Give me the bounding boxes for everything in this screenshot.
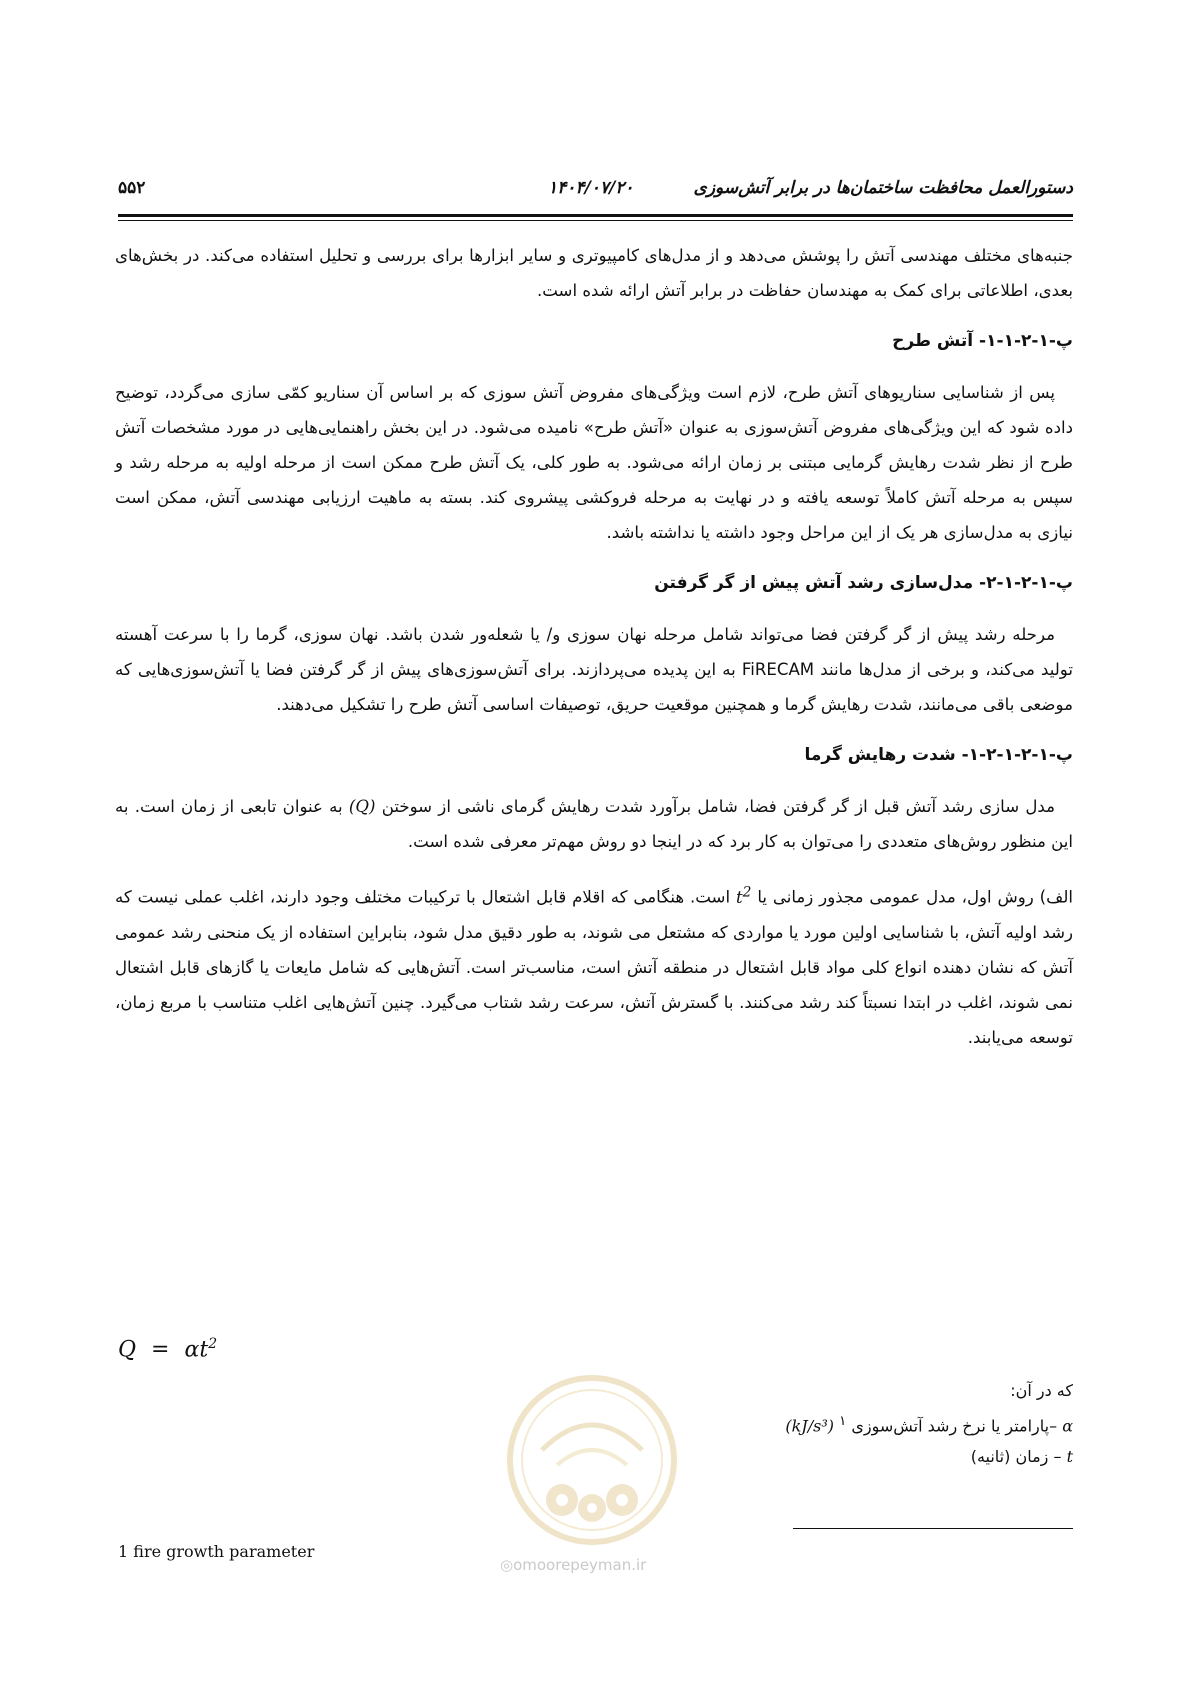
header-date: ۱۴۰۴/۰۷/۲۰ <box>548 178 634 198</box>
hrr-q-symbol: (Q) <box>348 797 376 816</box>
formula-exponent: 2 <box>208 1336 218 1352</box>
variable-definitions <box>673 1375 1073 1472</box>
section-heading-heat-release-rate: پ-۱-۲-۱-۲-۱- شدت رهایش گرما <box>804 745 1073 765</box>
header-rule-thick <box>118 214 1073 217</box>
section-heading-pre-flashover: پ-۱-۲-۱-۲- مدل‌سازی رشد آتش پیش از گر گرفتن <box>654 573 1073 593</box>
method-text-part1: الف) روش اول، مدل عمومی مجذور زمانی یا <box>757 887 1073 907</box>
globe-icon: ◎ <box>500 1556 514 1574</box>
formula-lhs: Q <box>118 1337 137 1363</box>
formula-q-alpha-t2 <box>118 1336 217 1362</box>
body-content <box>115 238 1073 1071</box>
footnote: 1 fire growth parameter <box>118 1542 315 1561</box>
t-squared-symbol: $t^2$ <box>735 884 752 907</box>
paragraph-pre-flashover: مرحله رشد پیش از گر گرفتن فضا می‌تواند شامل مرحله نهان سوزی و/ یا شعله‌ور شدن باشد. نهان سوزی، گرما را با سرعت آهسته تولید می‌کند، و برخی از مدل‌ها مانند FiRECAM به این پدیده می‌پردازند. برای آتش‌سوزی‌های پیش از گر گرفتن فضا یا آتش‌سوزی‌هایی که موضعی باقی می‌مانند، شدت رهایش گرما و همچنین موقعیت حریق، توصیفات اساسی آتش طرح را تشکیل می‌دهند. <box>115 625 1073 714</box>
alpha-definition: α –پارامتر یا نرخ رشد آتش‌سوزی $^۱$ (kJ/s³) <box>785 1414 1073 1436</box>
header-title: دستورالعمل محافظت ساختمان‌ها در برابر آتش‌سوزی <box>693 178 1073 198</box>
method-text-part2: است. هنگامی که اقلام قابل اشتعال با ترکیبات مختلف وجود دارند، اغلب عملی نیست که رشد اولیه آتش، با شناسایی اولین مورد یا مواردی که مشتعل می شوند، به طور دقیق مدل شود، بنابراین استفاده از یک منحنی رشد عمومی آتش که نشان دهنده انواع کلی مواد قابل اشتعال در منطقه آتش است، مناسب‌تر است. آتش‌هایی که شامل مایعات یا گازهای قابل اشتعال نمی شوند، اغلب در ابتدا نسبتاً کند رشد می‌کنند. با گسترش آتش، سرعت رشد شتاب می‌گیرد. چنین آتش‌هایی اغلب متناسب با مربع زمان، توسعه می‌یابند. <box>115 887 1073 1047</box>
watermark-logo-icon <box>502 1370 682 1550</box>
paragraph-design-fire: پس از شناسایی سناریوهای آتش طرح، لازم است ویژگی‌های مفروض آتش سوزی که بر اساس آن سناریو کمّی سازی می‌گردد، توضیح داده شود که این ویژگی‌های مفروض آتش‌سوزی به عنوان «آتش طرح» نامیده می‌شود. در این بخش راهنمایی‌هایی در مورد مشخصات آتش طرح از نظر شدت رهایش گرمایی مبتنی بر زمان ارائه می‌شود. به طور کلی، یک آتش طرح ممکن است از مرحله اولیه به مرحله رشد و سپس به مرحله آتش کاملاً توسعه یافته و در نهایت به مرحله فروکشی پیشروی کند. بسته به ماهیت ارزیابی مهندسی آتش، ممکن است نیازی به مدل‌سازی هر یک از این مراحل وجود داشته یا نداشته باشد. <box>115 383 1073 542</box>
footnote-separator <box>793 1528 1073 1529</box>
header-rule-thin <box>118 220 1073 221</box>
running-header <box>118 178 1073 202</box>
where-intro: که در آن: <box>1010 1381 1073 1400</box>
formula-rhs: αt <box>184 1337 209 1363</box>
paragraph-heat-release-rate <box>115 789 1073 859</box>
section-heading-design-fire: پ-۱-۲-۱-۱- آتش طرح <box>892 331 1073 351</box>
hrr-text-part2: به عنوان تابعی از زمان است. به این منظور روش‌های متعددی را می‌توان به کار برد که در اینجا دو روش مهم‌تر معرفی شده است. <box>115 797 1073 851</box>
watermark-url: ◎omoorepeyman.ir <box>500 1556 647 1574</box>
paragraph-method-one <box>115 875 1073 1055</box>
hrr-text-part1: مدل سازی رشد آتش قبل از گر گرفتن فضا، شامل برآورد شدت رهایش گرمای ناشی از سوختن <box>381 797 1055 816</box>
footnote-ref: ۱ <box>839 1414 847 1429</box>
paragraph-intro: جنبه‌های مختلف مهندسی آتش را پوشش می‌دهد و از مدل‌های کامپیوتری و سایر ابزارها برای بررسی و تحلیل استفاده می‌کند. در بخش‌های بعدی، اطلاعاتی برای کمک به مهندسان حفاظت در برابر آتش ارائه شده است. <box>115 246 1073 300</box>
page-number: ۵۵۲ <box>118 178 146 198</box>
t-definition: t – زمان (ثانیه) <box>970 1447 1073 1467</box>
formula-equals: = <box>151 1337 170 1363</box>
